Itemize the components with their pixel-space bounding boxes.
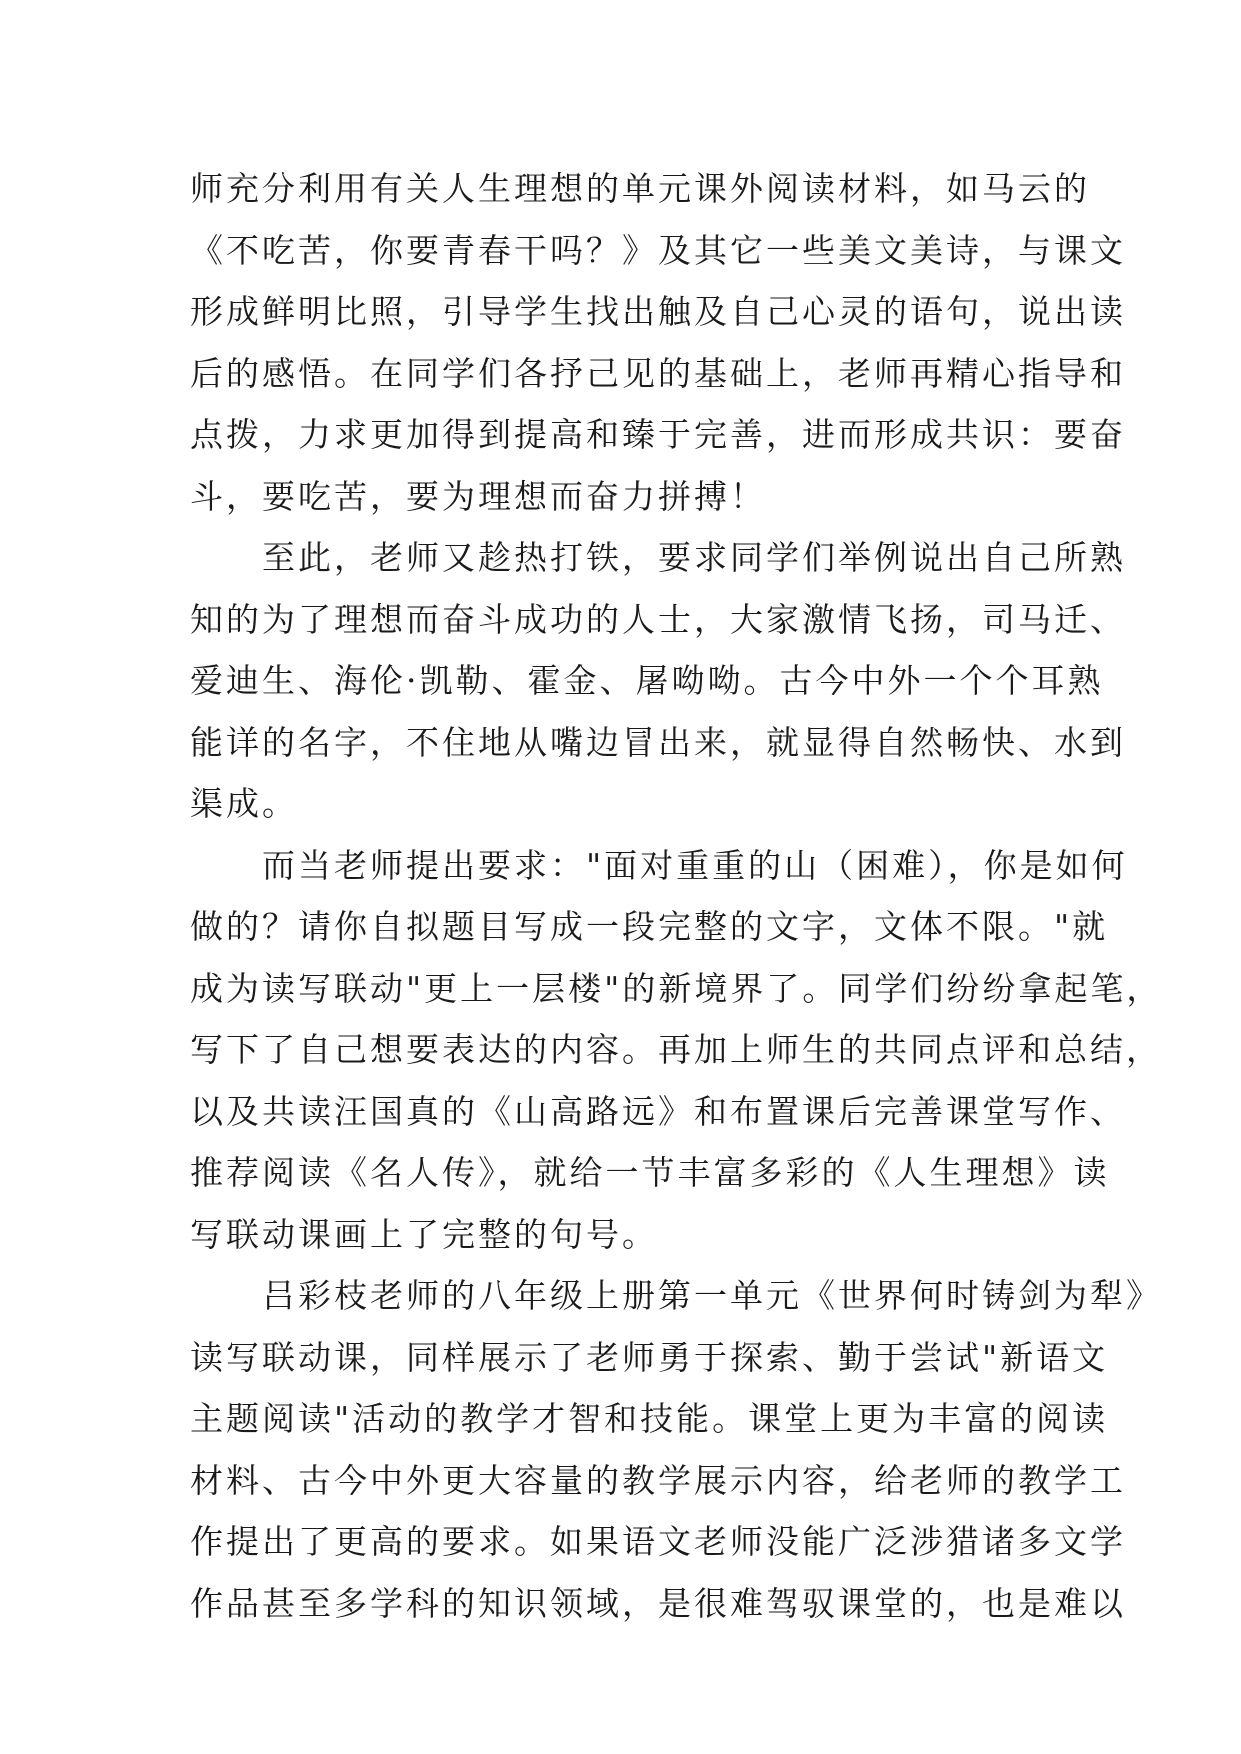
text-line: 成为读写联动"更上一层楼"的新境界了。同学们纷纷拿起笔， [190, 968, 1163, 1008]
text-line: 知的为了理想而奋斗成功的人士，大家激情飞扬，司马迁、 [190, 599, 1126, 639]
text-line: 写下了自己想要表达的内容。再加上师生的共同点评和总结， [190, 1030, 1162, 1069]
body-text [190, 158, 1163, 1634]
text-line: 师充分利用有关人生理想的单元课外阅读材料，如马云的 [190, 169, 1090, 208]
text-line: 爱迪生、海伦·凯勒、霍金、屠呦呦。古今中外一个个耳熟 [190, 661, 1104, 700]
text-line: 《不吃苦，你要青春干吗？》及其它一些美文美诗，与课文 [190, 230, 1126, 270]
text-line: 写联动课画上了完整的句号。 [190, 1214, 658, 1254]
text-line: 作品甚至多学科的知识领域，是很难驾驭课堂的，也是难以 [190, 1583, 1126, 1623]
text-line: 做的？请你自拟题目写成一段完整的文字，文体不限。"就 [190, 907, 1109, 946]
text-line: 推荐阅读《名人传》，就给一节丰富多彩的《人生理想》读 [190, 1153, 1110, 1192]
text-line: 形成鲜明比照，引导学生找出触及自己心灵的语句，说出读 [190, 292, 1126, 331]
text-line: 作提出了更高的要求。如果语文老师没能广泛涉猎诸多文学 [190, 1522, 1126, 1561]
text-line: 斗，要吃苦，要为理想而奋力拼搏！ [190, 476, 766, 516]
text-line: 吕彩枝老师的八年级上册第一单元《世界何时铸剑为犁》 [190, 1276, 1162, 1315]
text-line: 主题阅读"活动的教学才智和技能。课堂上更为丰富的阅读 [190, 1399, 1109, 1438]
text-line: 能详的名字，不住地从嘴边冒出来，就显得自然畅快、水到 [190, 722, 1126, 762]
text-line: 而当老师提出要求："面对重重的山（困难），你是如何 [190, 845, 1128, 885]
text-line: 后的感悟。在同学们各抒己见的基础上，老师再精心指导和 [190, 353, 1126, 393]
text-line: 以及共读汪国真的《山高路远》和布置课后完善课堂写作、 [190, 1091, 1126, 1131]
text-line: 读写联动课，同样展示了老师勇于探索、勤于尝试"新语文 [190, 1337, 1109, 1377]
text-line: 至此，老师又趁热打铁，要求同学们举例说出自己所熟 [190, 538, 1126, 577]
text-line: 渠成。 [190, 784, 298, 823]
text-line: 点拨，力求更加得到提高和臻于完善，进而形成共识：要奋 [190, 415, 1126, 454]
text-line: 材料、古今中外更大容量的教学展示内容，给老师的教学工 [190, 1460, 1126, 1500]
